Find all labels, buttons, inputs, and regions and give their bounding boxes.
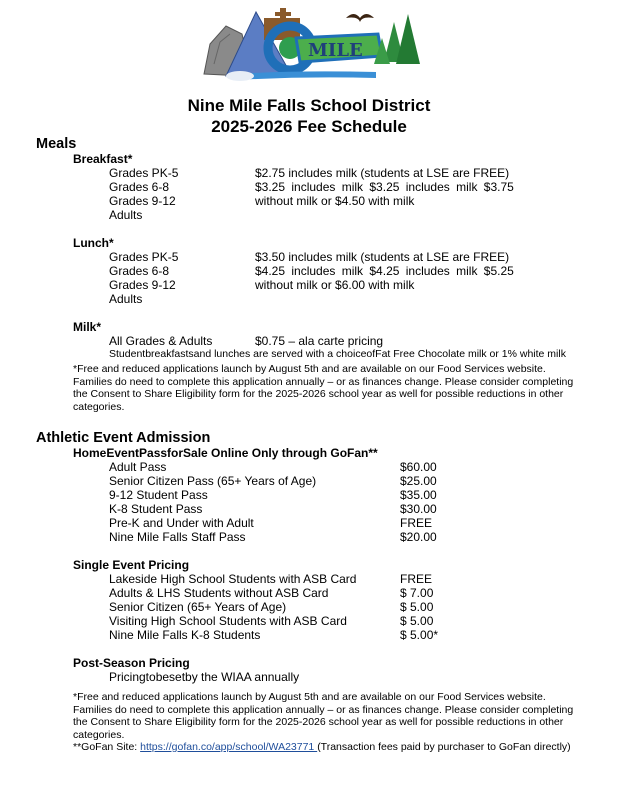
schedule-title: 2025-2026 Fee Schedule <box>211 117 407 136</box>
nine-mile-falls-logo <box>196 4 424 82</box>
pass-label: 9-12 Student Pass <box>109 488 208 502</box>
post-season-text: Pricingtobesetby the WIAA annually <box>109 670 300 684</box>
milk-price: $0.75 – ala carte pricing <box>255 334 384 348</box>
single-event-label: Senior Citizen (65+ Years of Age) <box>109 600 287 614</box>
lunch-heading: Lunch* <box>73 236 114 250</box>
breakfast-grade: Grades 6-8 <box>109 180 170 194</box>
breakfast-grade: Grades 9-12 <box>109 194 176 208</box>
milk-heading: Milk* <box>73 320 102 334</box>
meals-footnote: *Free and reduced applications launch by August 5th and are available on our Food Services website. Families do need to complete this application annually – or as finances change. Please consider completing the Consent to Share Eligibility form for the 2025-2026 school year as well for possible reductions in other categories. <box>73 363 574 413</box>
single-event-price: $ 7.00 <box>400 586 434 600</box>
single-event-price: $ 5.00 <box>400 600 434 614</box>
breakfast-price: $3.25 includes milk $3.25 includes milk $3.75 <box>255 180 514 194</box>
home-passes-heading: HomeEventPassforSale Online Only through GoFan** <box>73 446 378 460</box>
single-event-label: Adults & LHS Students without ASB Card <box>109 586 329 600</box>
logo-text: MILE <box>308 40 363 61</box>
breakfast-heading: Breakfast* <box>73 152 133 166</box>
lunch-grade: Grades PK-5 <box>109 250 179 264</box>
single-event-label: Lakeside High School Students with ASB Card <box>109 572 357 586</box>
pass-price: $25.00 <box>400 474 437 488</box>
lunch-grade: Grades 6-8 <box>109 264 170 278</box>
pass-label: Nine Mile Falls Staff Pass <box>109 530 246 544</box>
pass-label: Adult Pass <box>109 460 167 474</box>
single-event-price: FREE <box>400 572 433 586</box>
pass-label: K-8 Student Pass <box>109 502 203 516</box>
athletics-heading: Athletic Event Admission <box>36 430 211 446</box>
milk-note: Studentbreakfastsand lunches are served with a choiceofFat Free Chocolate milk or 1% white milk <box>109 348 566 360</box>
single-event-price: $ 5.00* <box>400 628 439 642</box>
lunch-grade: Grades 9-12 <box>109 278 176 292</box>
pass-price: $35.00 <box>400 488 437 502</box>
lunch-grade: Adults <box>109 292 143 306</box>
pass-price: $20.00 <box>400 530 437 544</box>
pass-label: Senior Citizen Pass (65+ Years of Age) <box>109 474 317 488</box>
post-season-heading: Post-Season Pricing <box>73 656 190 670</box>
district-title: Nine Mile Falls School District <box>187 96 431 115</box>
gofan-prefix: **GoFan Site: <box>73 741 141 753</box>
lunch-price: $4.25 includes milk $4.25 includes milk $5.25 <box>255 264 514 278</box>
pass-price: $60.00 <box>400 460 437 474</box>
milk-label: All Grades & Adults <box>109 334 213 348</box>
pass-label: Pre-K and Under with Adult <box>109 516 254 530</box>
meals-heading: Meals <box>36 136 77 152</box>
gofan-link[interactable]: https://gofan.co/app/school/WA23771 <box>140 741 318 753</box>
gofan-suffix: (Transaction fees paid by purchaser to GoFan directly) <box>317 741 571 753</box>
breakfast-grade: Adults <box>109 208 143 222</box>
breakfast-price: $2.75 includes milk (students at LSE are FREE) <box>255 166 510 180</box>
single-event-price: $ 5.00 <box>400 614 434 628</box>
single-event-label: Visiting High School Students with ASB Card <box>109 614 347 628</box>
pass-price: $30.00 <box>400 502 437 516</box>
lunch-price: without milk or $6.00 with milk <box>255 278 415 292</box>
single-event-label: Nine Mile Falls K-8 Students <box>109 628 261 642</box>
breakfast-price: without milk or $4.50 with milk <box>255 194 415 208</box>
gofan-line <box>73 741 571 753</box>
athletics-footnote: *Free and reduced applications launch by August 5th and are available on our Food Services website. Families do need to complete this application annually – or as finances change. Please consider completing the Consent to Share Eligibility form for the 2025-2026 school year as well for possible reductions in other categories. <box>73 691 574 741</box>
single-event-heading: Single Event Pricing <box>73 558 190 572</box>
lunch-price: $3.50 includes milk (students at LSE are FREE) <box>255 250 510 264</box>
pass-price: FREE <box>400 516 433 530</box>
breakfast-grade: Grades PK-5 <box>109 166 179 180</box>
